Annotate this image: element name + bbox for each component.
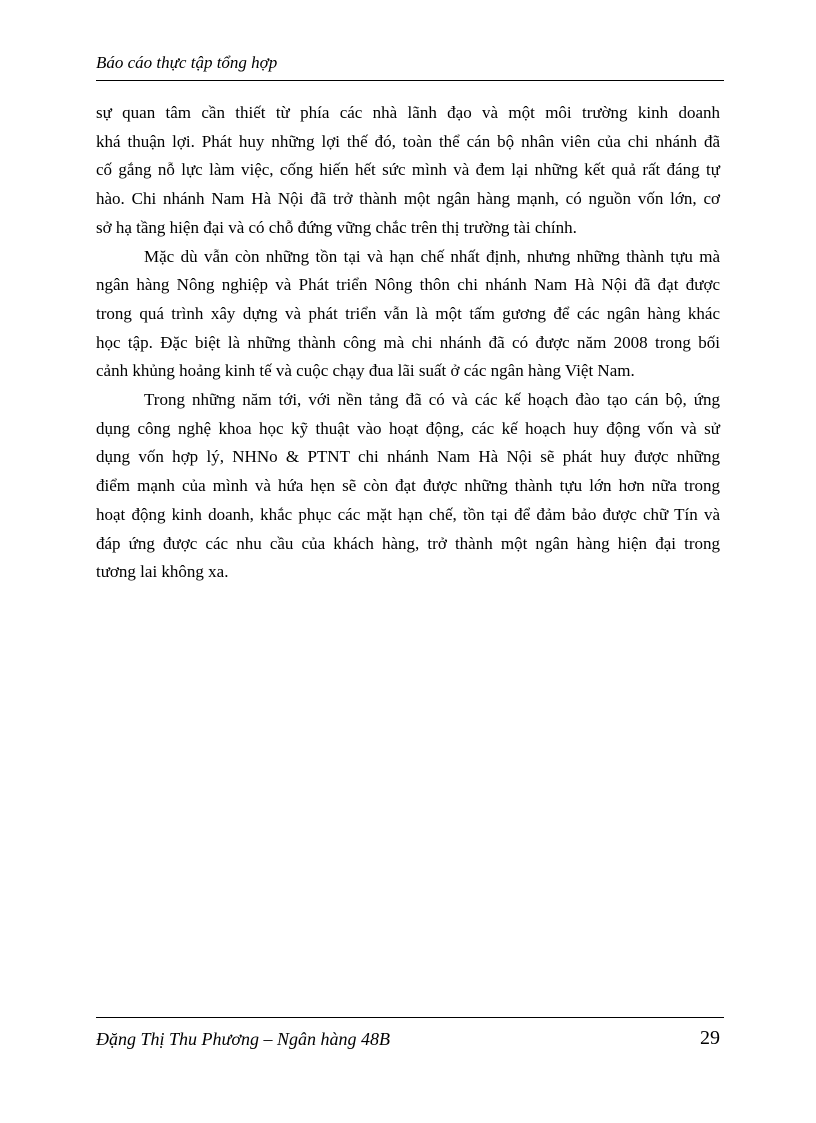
- paragraph-1: [96, 99, 720, 243]
- body-text: [96, 99, 720, 587]
- paragraph-3: [96, 386, 720, 587]
- author-line: Đặng Thị Thu Phương – Ngân hàng 48B: [96, 1029, 390, 1049]
- text-line: khá thuận lợi. Phát huy những lợi thế đó, toàn thể cán bộ nhân viên của chi nhánh đã: [96, 131, 720, 151]
- text-line: ngân hàng Nông nghiệp và Phát triển Nông thôn chi nhánh Nam Hà Nội đã đạt được: [96, 275, 720, 295]
- text-line: cảnh khủng hoảng kinh tế và cuộc chạy đua lãi suất ở các ngân hàng Việt Nam.: [96, 361, 635, 381]
- paragraph-2: [96, 243, 720, 387]
- text-line: dụng công nghệ khoa học kỹ thuật vào hoạt động, các kế hoạch huy động vốn và sử: [96, 418, 720, 438]
- text-line: cố gắng nỗ lực làm việc, cống hiến hết sức mình và đem lại những kết quả rất đáng tự: [96, 160, 720, 180]
- text-line: điểm mạnh của mình và hứa hẹn sẽ còn đạt được những thành tựu lớn hơn nữa trong: [96, 476, 720, 496]
- text-line: dụng vốn hợp lý, NHNo & PTNT chi nhánh Nam Hà Nội sẽ phát huy được những: [96, 447, 720, 467]
- text-line: Mặc dù vẫn còn những tồn tại và hạn chế nhất định, nhưng những thành tựu mà: [144, 246, 720, 266]
- text-line: hào. Chi nhánh Nam Hà Nội đã trở thành một ngân hàng mạnh, có nguồn vốn lớn, cơ: [96, 189, 720, 209]
- page-footer: [96, 1017, 724, 1058]
- report-title: Báo cáo thực tập tổng hợp: [96, 53, 278, 72]
- text-line: hoạt động kinh doanh, khắc phục các mặt hạn chế, tồn tại để đảm bảo được chữ Tín và: [96, 504, 720, 524]
- text-line: trong quá trình xây dựng và phát triển vẫn là một tấm gương để các ngân hàng khác: [96, 303, 720, 323]
- text-line: đáp ứng được các nhu cầu của khách hàng, trở thành một ngân hàng hiện đại trong: [96, 533, 720, 553]
- text-line: sự quan tâm cần thiết từ phía các nhà lãnh đạo và một môi trường kinh doanh: [96, 103, 720, 122]
- page-number: 29: [700, 1027, 720, 1049]
- text-line: sở hạ tầng hiện đại và có chỗ đứng vững chắc trên thị trường tài chính.: [96, 217, 577, 237]
- text-line: học tập. Đặc biệt là những thành công mà chi nhánh đã có được năm 2008 trong bối: [96, 332, 720, 352]
- page-header: [96, 50, 724, 81]
- text-line: tương lai không xa.: [96, 562, 229, 582]
- text-line: Trong những năm tới, với nền tảng đã có và các kế hoạch đào tạo cán bộ, ứng: [144, 390, 720, 410]
